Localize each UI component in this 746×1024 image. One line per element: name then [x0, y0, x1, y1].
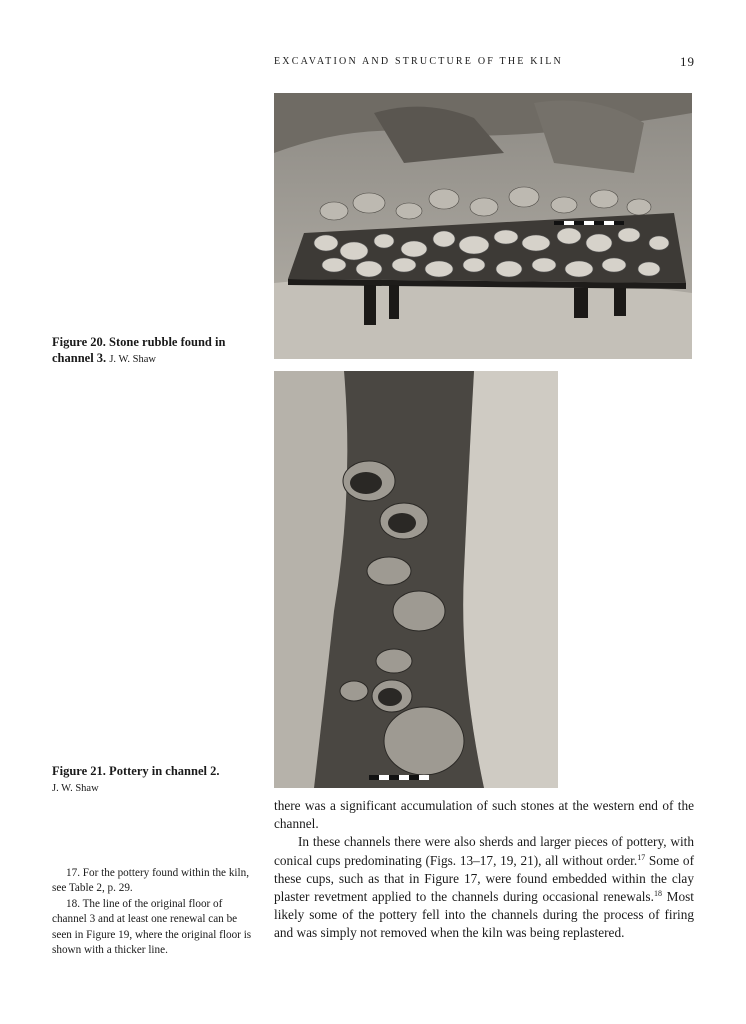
- footnote-17: 17. For the pottery found within the kiln, see Table 2, p. 29.: [52, 867, 250, 895]
- figure-20-credit: J. W. Shaw: [109, 354, 156, 365]
- footnote-18: 18. The line of the original floor of channel 3 and at least one renewal can be seen in Figure 19, where the original floor is shown with a thicker line.: [52, 897, 252, 957]
- footnote-ref-18[interactable]: 18: [653, 889, 662, 899]
- figure-21-photo: [274, 371, 558, 788]
- body-text: [274, 797, 694, 943]
- figure-21-caption: [52, 763, 252, 797]
- running-head: EXCAVATION AND STRUCTURE OF THE KILN: [274, 56, 563, 67]
- body-paragraph-2-part-c: Most likely some of the pottery fell into the channels during the process of firing and was simply not removed when the kiln was being replastered.: [274, 889, 694, 941]
- body-paragraph-2-part-a: In these channels there were also sherds and larger pieces of pottery, with conical cups predominating (Figs. 13–17, 19, 21), all without order.: [274, 834, 694, 868]
- figure-20-photo: [274, 93, 692, 359]
- figure-21-credit: J. W. Shaw: [52, 783, 99, 794]
- page-number: 19: [680, 54, 695, 69]
- figure-20-caption-label: Figure 20. Stone rubble found in channel 3.: [52, 335, 226, 365]
- body-paragraph-2-part-b: Some of these cups, such as that in Figure 17, were found embedded within the clay plaster revetment applied to the channels during occasional renewals.: [274, 852, 694, 905]
- footnotes: [52, 866, 252, 958]
- body-paragraph-1: there was a significant accumulation of such stones at the western end of the channel.: [274, 798, 694, 832]
- footnote-ref-17[interactable]: 17: [637, 852, 646, 862]
- figure-20-caption: [52, 334, 252, 368]
- figure-21-caption-label: Figure 21. Pottery in channel 2.: [52, 764, 220, 778]
- body-paragraph-2: [274, 833, 694, 942]
